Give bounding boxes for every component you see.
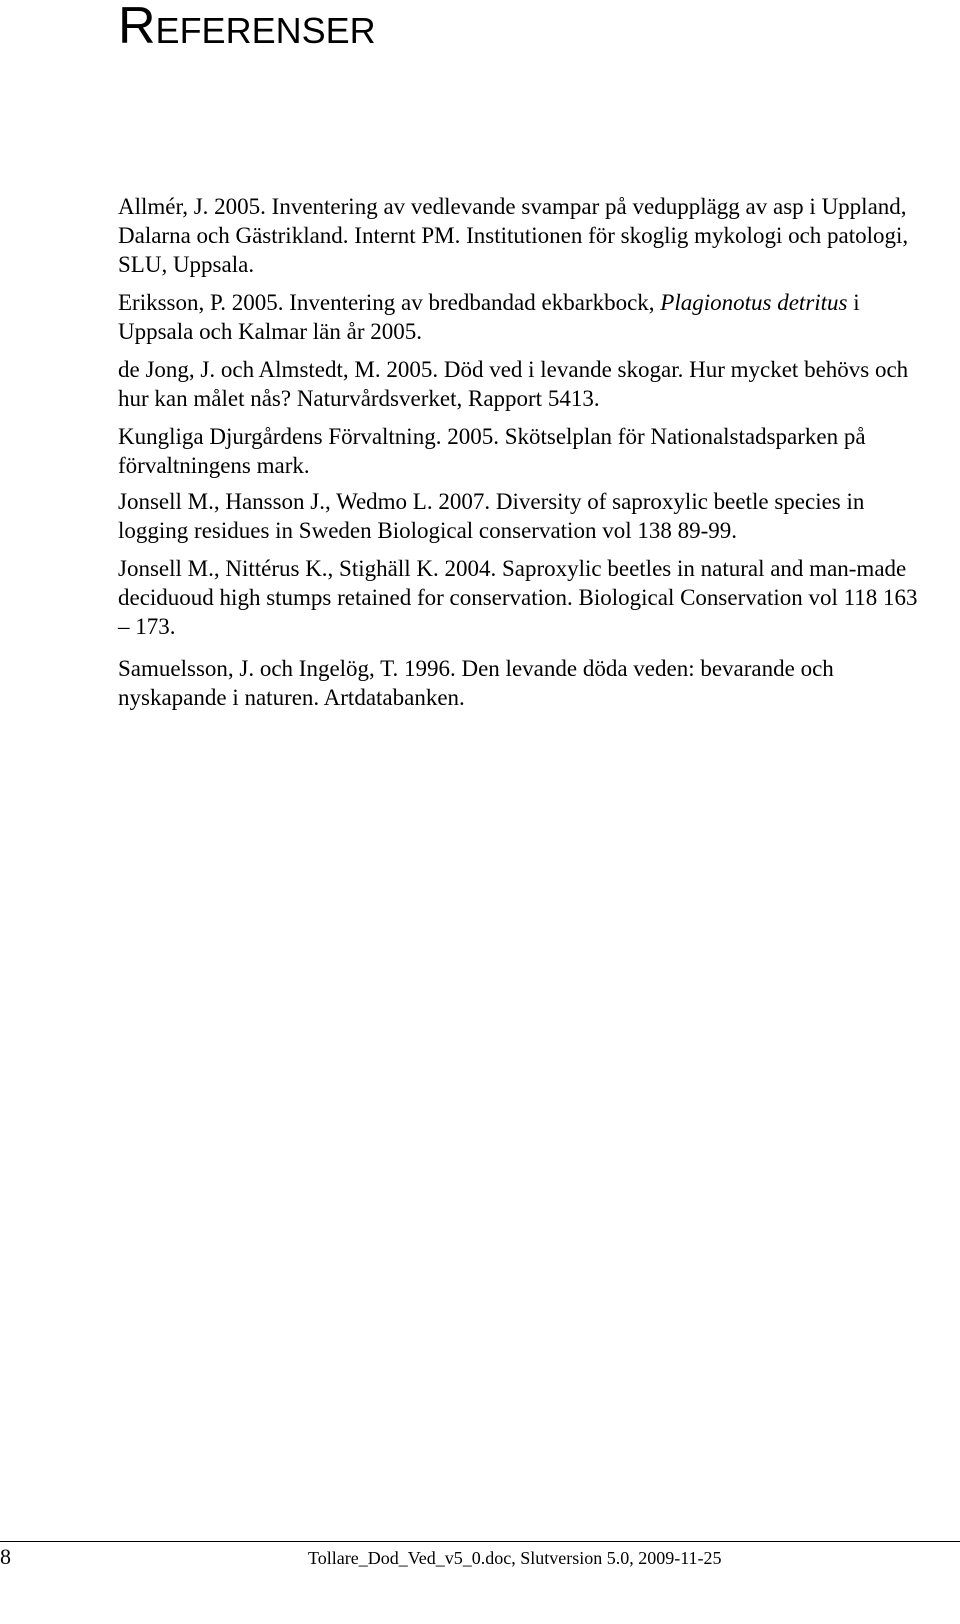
page-heading: Referenser: [118, 0, 376, 55]
reference-item: Kungliga Djurgårdens Förvaltning. 2005. Skötselplan för Nationalstadsparken på förvaltningens mark.: [118, 424, 866, 478]
footer-document-info: Tollare_Dod_Ved_v5_0.doc, Slutversion 5.0, 2009-11-25: [308, 1548, 722, 1568]
reference-list: [118, 192, 933, 712]
reference-item: Allmér, J. 2005. Inventering av vedlevande svampar på vedupplägg av asp i Uppland, Dalarna och Gästrikland. Internt PM. Institutionen för skoglig mykologi och patologi, SLU, Uppsala.: [118, 194, 909, 277]
page-number: 8: [0, 1544, 11, 1569]
footer-divider: [0, 1541, 960, 1542]
reference-item: [118, 288, 933, 346]
species-name: Plagionotus detritus: [660, 290, 848, 315]
reference-text: i Uppsala och Kalmar län år 2005.: [118, 290, 860, 344]
reference-item: Jonsell M., Hansson J., Wedmo L. 2007. Diversity of saproxylic beetle species in logging residues in Sweden Biological conservation vol 138 89-99.: [118, 489, 865, 543]
reference-item: Jonsell M., Nittérus K., Stighäll K. 2004. Saproxylic beetles in natural and man-made deciduoud high stumps retained for conservation. Biological Conservation vol 118 163 – 173.: [118, 556, 918, 639]
reference-item: Samuelsson, J. och Ingelög, T. 1996. Den levande döda veden: bevarande och nyskapande i naturen. Artdatabanken.: [118, 656, 834, 710]
reference-item: de Jong, J. och Almstedt, M. 2005. Död ved i levande skogar. Hur mycket behövs och hur kan målet nås? Naturvårdsverket, Rapport 5413.: [118, 357, 909, 411]
reference-text: Eriksson, P. 2005. Inventering av bredbandad ekbarkbock,: [118, 290, 661, 315]
